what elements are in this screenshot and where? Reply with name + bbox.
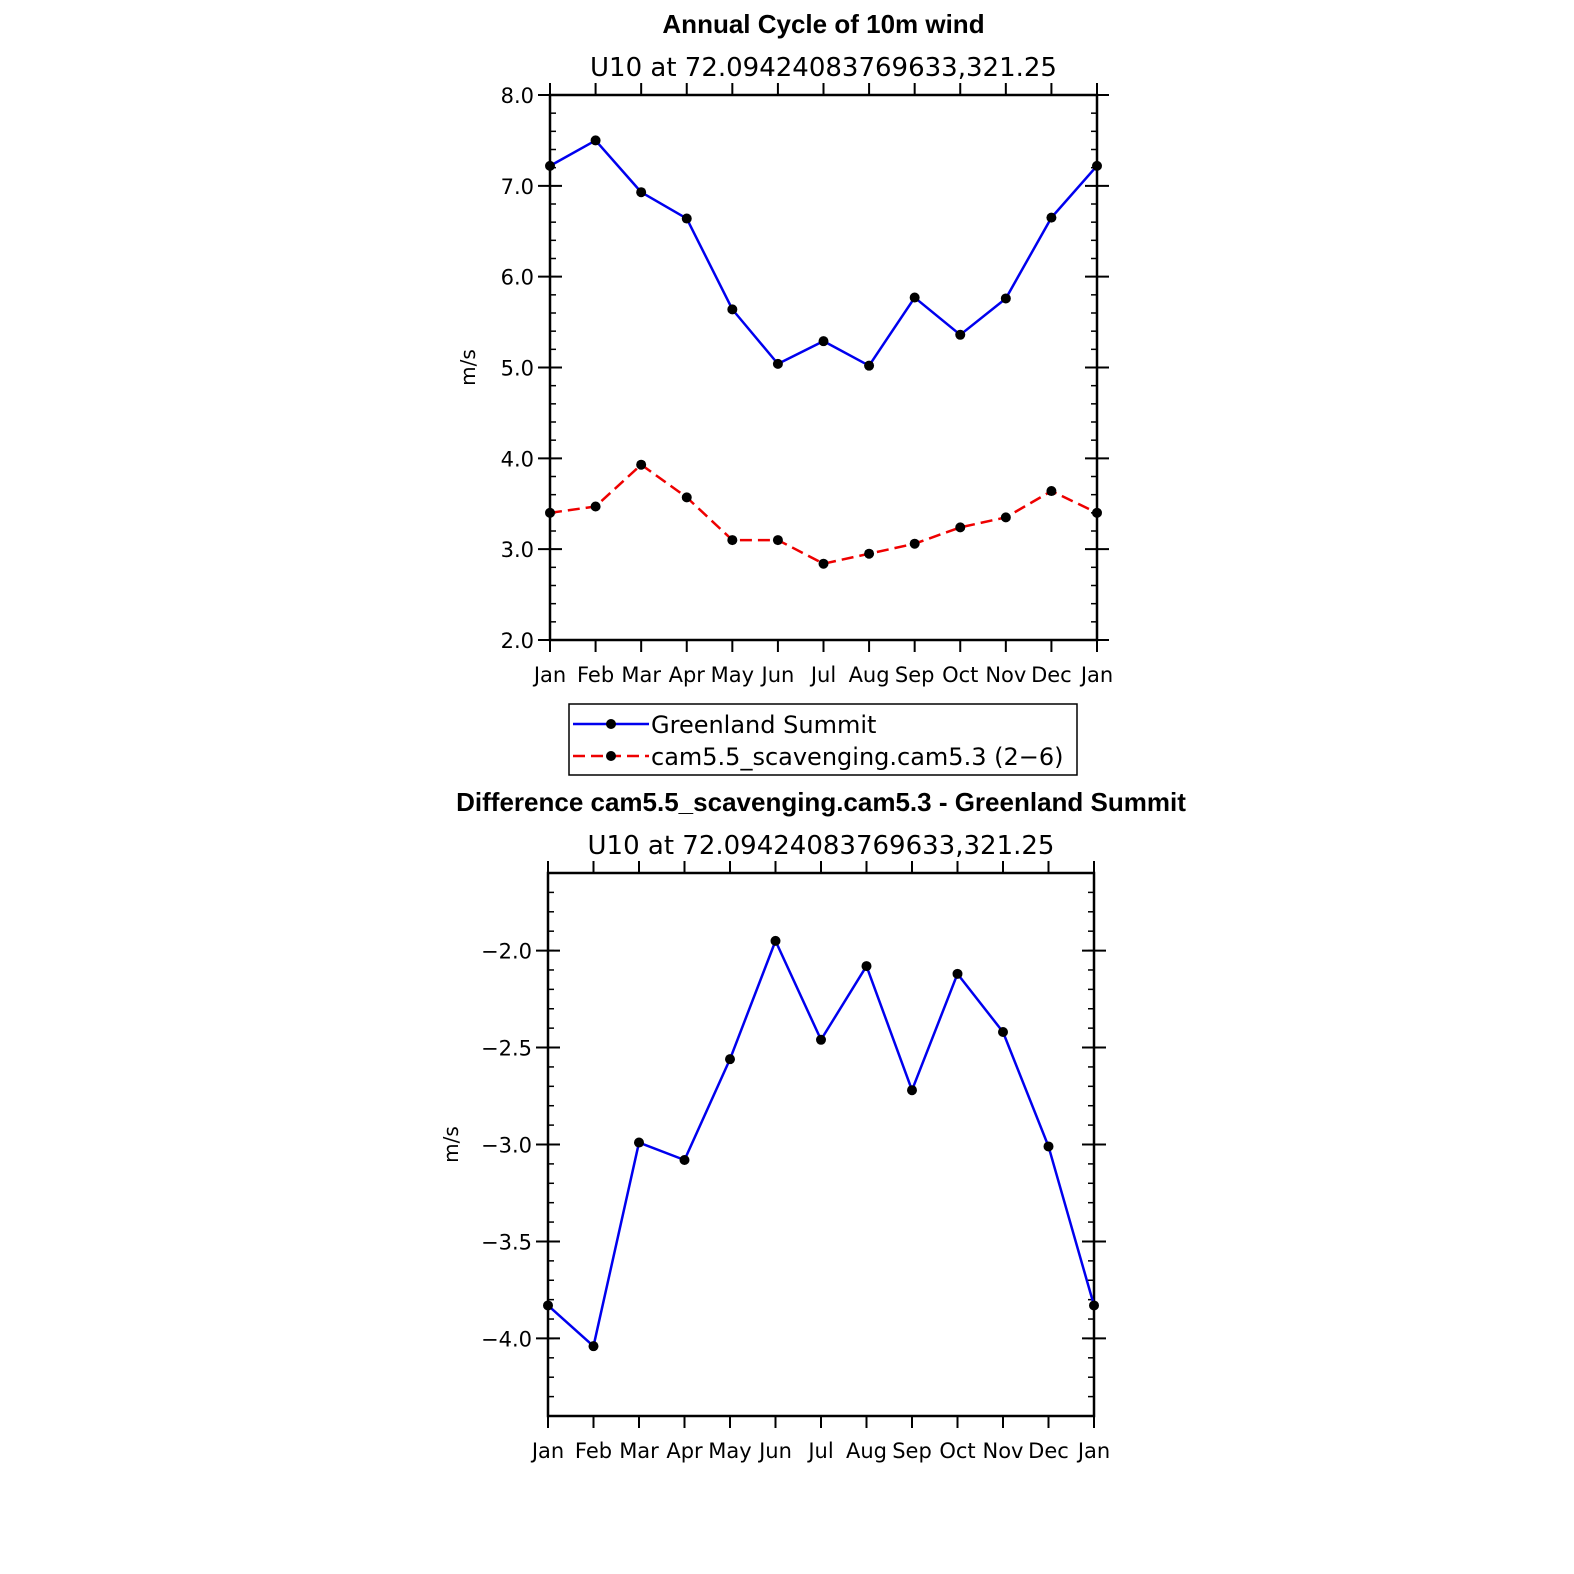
y-tick-label: 6.0 xyxy=(500,265,534,290)
data-point xyxy=(727,535,737,545)
data-point xyxy=(1092,161,1102,171)
legend-marker xyxy=(606,751,616,761)
x-tick-label: Sep xyxy=(892,1439,932,1463)
data-point xyxy=(682,214,692,224)
x-tick-label: Mar xyxy=(619,1439,659,1463)
plot-frame xyxy=(548,873,1094,1416)
legend-label: Greenland Summit xyxy=(651,711,877,739)
x-tick-label: Feb xyxy=(574,1439,613,1463)
data-point xyxy=(636,460,646,470)
x-tick-label: Jan xyxy=(1077,1439,1111,1463)
y-tick-label: 2.0 xyxy=(500,629,534,653)
data-point xyxy=(910,293,920,303)
x-tick-label: Nov xyxy=(982,1439,1024,1463)
data-point xyxy=(591,501,601,511)
difference-panel xyxy=(439,787,1186,1463)
data-point xyxy=(725,1054,735,1064)
data-point xyxy=(864,361,874,371)
data-point xyxy=(545,508,555,518)
legend-marker xyxy=(606,719,616,729)
data-point xyxy=(771,936,781,946)
x-tick-label: Oct xyxy=(942,663,979,687)
y-tick-label: 7.0 xyxy=(500,174,534,199)
annual-cycle-panel xyxy=(456,9,1113,687)
y-tick-label: −4.0 xyxy=(481,1327,532,1352)
data-point xyxy=(1001,512,1011,522)
x-tick-label: Nov xyxy=(985,663,1027,687)
data-point xyxy=(680,1155,690,1165)
y-tick-label: −3.5 xyxy=(481,1230,532,1255)
y-axis-label: m/s xyxy=(439,1126,463,1163)
data-point xyxy=(773,359,783,369)
data-point xyxy=(1089,1300,1099,1310)
data-point xyxy=(953,969,963,979)
data-point xyxy=(910,539,920,549)
x-tick-label: Jul xyxy=(810,663,837,687)
y-axis-label: m/s xyxy=(456,349,480,386)
x-tick-label: Apr xyxy=(668,663,705,687)
data-point xyxy=(589,1341,599,1351)
data-point xyxy=(819,336,829,346)
x-tick-label: Feb xyxy=(576,663,615,687)
series-line xyxy=(550,140,1097,365)
data-point xyxy=(591,135,601,145)
chart-title: Annual Cycle of 10m wind xyxy=(662,9,985,39)
x-tick-label: Jan xyxy=(531,1439,565,1463)
legend-label: cam5.5_scavenging.cam5.3 (2−6) xyxy=(651,743,1064,771)
data-point xyxy=(1046,486,1056,496)
y-tick-label: −3.0 xyxy=(481,1133,532,1158)
x-tick-label: Mar xyxy=(621,663,661,687)
x-tick-label: Jan xyxy=(533,663,567,687)
data-point xyxy=(545,161,555,171)
x-tick-label: Sep xyxy=(894,663,935,687)
data-point xyxy=(543,1300,553,1310)
legend xyxy=(569,704,1077,775)
chart-subtitle: U10 at 72.09424083769633,321.25 xyxy=(587,831,1055,861)
y-tick-label: 4.0 xyxy=(500,447,534,472)
y-tick-label: 8.0 xyxy=(500,84,534,108)
data-point xyxy=(1001,293,1011,303)
y-tick-label: −2.5 xyxy=(481,1036,532,1061)
data-point xyxy=(816,1035,826,1045)
data-point xyxy=(634,1138,644,1148)
data-point xyxy=(955,330,965,340)
data-point xyxy=(907,1085,917,1095)
x-tick-label: May xyxy=(708,1439,752,1463)
x-tick-label: Dec xyxy=(1028,1439,1069,1463)
data-point xyxy=(1046,213,1056,223)
y-tick-label: −2.0 xyxy=(481,939,532,964)
data-point xyxy=(773,535,783,545)
x-tick-label: Jun xyxy=(761,663,795,687)
data-point xyxy=(862,961,872,971)
data-point xyxy=(1092,508,1102,518)
x-tick-label: Jan xyxy=(1080,663,1114,687)
x-tick-label: May xyxy=(710,663,755,687)
x-tick-label: Jun xyxy=(759,1439,792,1463)
data-point xyxy=(636,187,646,197)
x-tick-label: Aug xyxy=(845,1439,888,1463)
data-point xyxy=(1044,1141,1054,1151)
plot-frame xyxy=(550,95,1097,640)
x-tick-label: Aug xyxy=(848,663,890,687)
y-tick-label: 5.0 xyxy=(500,356,534,381)
x-tick-label: Apr xyxy=(666,1439,703,1463)
data-point xyxy=(955,522,965,532)
data-point xyxy=(682,492,692,502)
data-point xyxy=(819,559,829,569)
y-tick-label: 3.0 xyxy=(500,538,534,563)
data-point xyxy=(864,549,874,559)
series-line xyxy=(550,465,1097,564)
series-line xyxy=(548,941,1094,1346)
chart-title: Difference cam5.5_scavenging.cam5.3 - Greenland Summit xyxy=(456,787,1186,817)
x-tick-label: Jul xyxy=(808,1439,834,1463)
x-tick-label: Dec xyxy=(1031,663,1072,687)
data-point xyxy=(727,304,737,314)
data-point xyxy=(998,1027,1008,1037)
x-tick-label: Oct xyxy=(939,1439,976,1463)
chart-subtitle: U10 at 72.09424083769633,321.25 xyxy=(590,53,1057,83)
